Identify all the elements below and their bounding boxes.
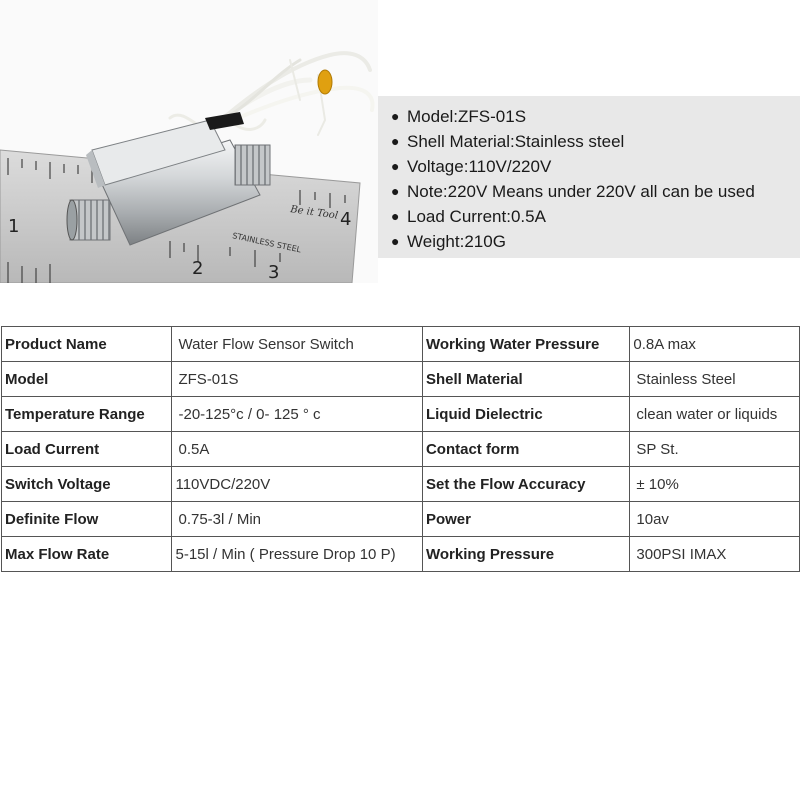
- table-key: Set the Flow Accuracy: [422, 467, 629, 502]
- table-value: Stainless Steel: [630, 362, 800, 397]
- table-row: [2, 327, 800, 362]
- bullet-icon: ●: [391, 208, 400, 224]
- product-photo: [0, 0, 378, 283]
- table-row: [2, 537, 800, 572]
- table-key: Temperature Range: [2, 397, 172, 432]
- table-value: 110VDC/220V: [172, 467, 422, 502]
- spec-text: Model:ZFS-01S: [407, 107, 527, 126]
- spec-item-note: [378, 179, 800, 204]
- spec-item-model: [378, 104, 800, 129]
- spec-text: Weight:210G: [407, 232, 506, 251]
- table-key: Shell Material: [422, 362, 629, 397]
- table-value: 0.8A max: [630, 327, 800, 362]
- spec-item-shell-material: [378, 129, 800, 154]
- ruler-brand: Be it Tool: [289, 204, 339, 222]
- table-value: 5-15l / Min ( Pressure Drop 10 P): [172, 537, 422, 572]
- table-value: -20-125°c / 0- 125 ° c: [172, 397, 422, 432]
- ruler-number-3: 3: [268, 262, 280, 283]
- table-value: ± 10%: [630, 467, 800, 502]
- table-value: SP St.: [630, 432, 800, 467]
- table-value: 0.75-3l / Min: [172, 502, 422, 537]
- table-key: Max Flow Rate: [2, 537, 172, 572]
- ruler-label: STAINLESS STEEL: [231, 231, 302, 255]
- bullet-icon: ●: [391, 183, 400, 199]
- table-row: [2, 432, 800, 467]
- bullet-icon: ●: [391, 133, 400, 149]
- table-key: Working Water Pressure: [422, 327, 629, 362]
- table-key: Contact form: [422, 432, 629, 467]
- table-value: 0.5A: [172, 432, 422, 467]
- table-key: Working Pressure: [422, 537, 629, 572]
- table-key: Definite Flow: [2, 502, 172, 537]
- table-row: [2, 467, 800, 502]
- table-key: Product Name: [2, 327, 172, 362]
- spec-text: Voltage:110V/220V: [407, 157, 552, 176]
- spec-table: [1, 326, 800, 572]
- table-key: Liquid Dielectric: [422, 397, 629, 432]
- table-key: Power: [422, 502, 629, 537]
- spec-item-weight: [378, 229, 800, 254]
- spec-text: Load Current:0.5A: [407, 207, 546, 226]
- table-row: [2, 502, 800, 537]
- table-value: ZFS-01S: [172, 362, 422, 397]
- table-row: [2, 362, 800, 397]
- table-value: 10av: [630, 502, 800, 537]
- bullet-icon: ●: [391, 158, 400, 174]
- table-value: clean water or liquids: [630, 397, 800, 432]
- spec-text: Note:220V Means under 220V all can be used: [407, 182, 755, 201]
- table-key: Switch Voltage: [2, 467, 172, 502]
- table-key: Load Current: [2, 432, 172, 467]
- table-value: 300PSI IMAX: [630, 537, 800, 572]
- spec-list: [378, 96, 800, 254]
- spec-item-load-current: [378, 204, 800, 229]
- ruler-number-2: 2: [192, 258, 204, 279]
- table-row: [2, 397, 800, 432]
- table-value: Water Flow Sensor Switch: [172, 327, 422, 362]
- spec-panel: [378, 96, 800, 258]
- ruler-number-4: 4: [340, 209, 352, 230]
- spec-item-voltage: [378, 154, 800, 179]
- ruler-number-1: 1: [8, 216, 20, 237]
- table-key: Model: [2, 362, 172, 397]
- bullet-icon: ●: [391, 233, 400, 249]
- bullet-icon: ●: [391, 108, 400, 124]
- spec-text: Shell Material:Stainless steel: [407, 132, 625, 151]
